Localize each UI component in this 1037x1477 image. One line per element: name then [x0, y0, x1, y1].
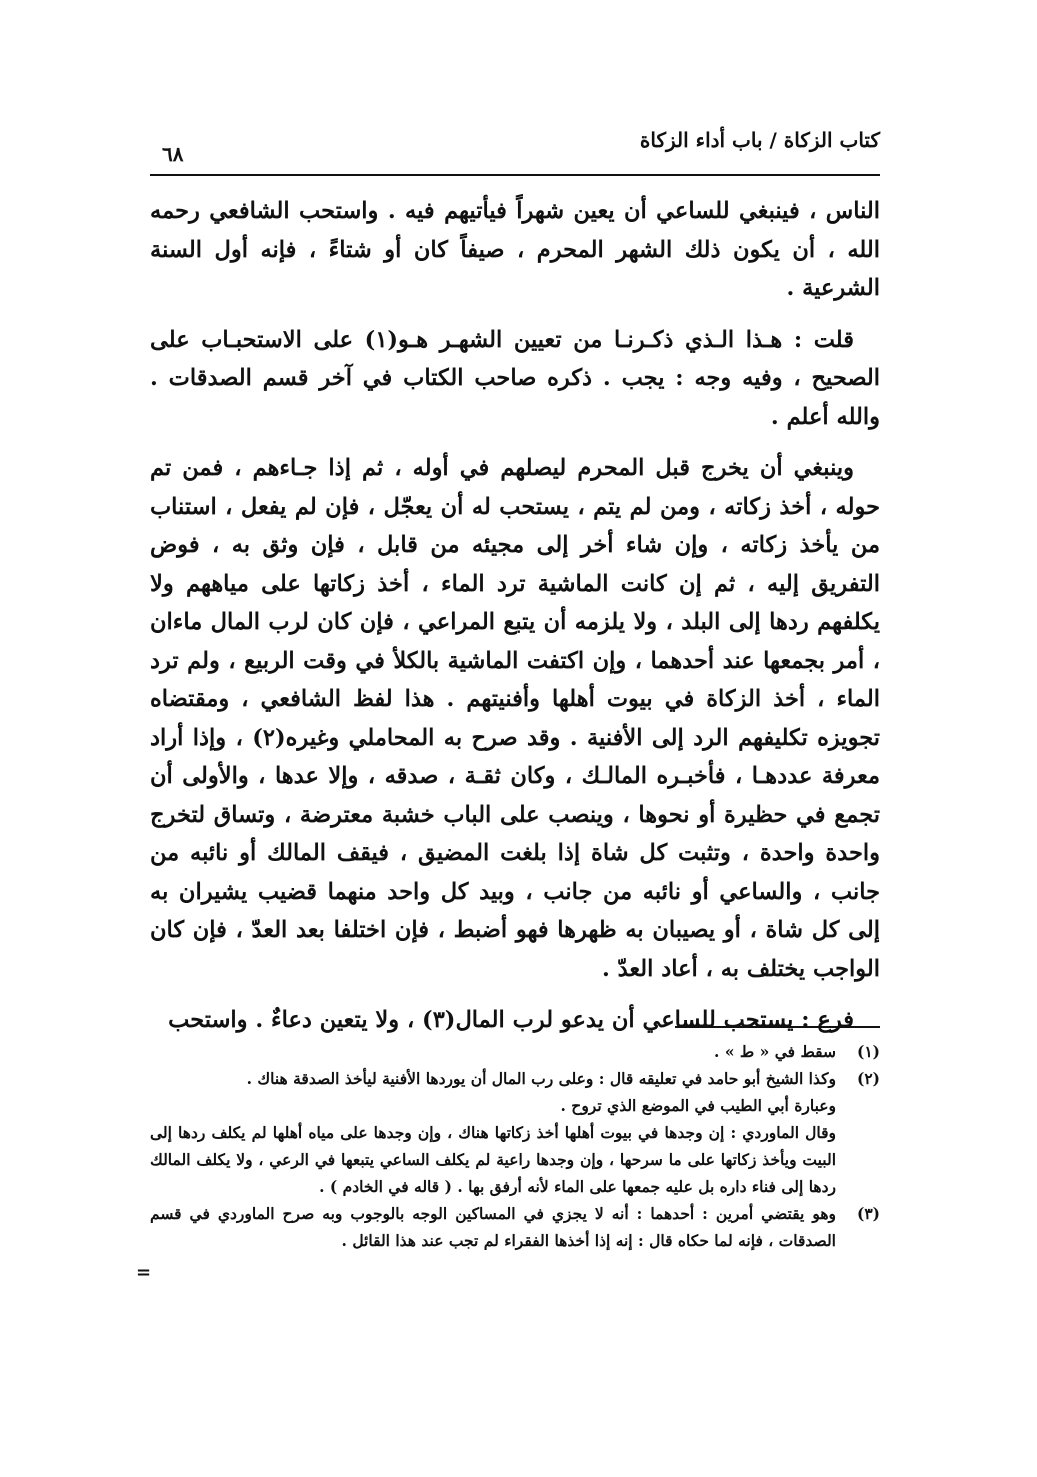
paragraph: وينبغي أن يخرج قبل المحرم ليصلهم في أوله ، ثم إذا جـاءهم ، فمن تم حوله ، أخذ زكاته ، ومن لم يتم ، يستحب له أن يعجّل ، فإن لم يفعل ، استناب من يأخذ زكاته ، وإن شاء أخر إلى مجيئه من قابل ، فإن وثق به ، فوض التفريق إليه ، ثم إن كانت الماشية ترد الماء ، أخذ زكاتها على مياههم ولا يكلفهم ردها إلى البلد ، ولا يلزمه أن يتبع المراعي ، فإن كان لرب المال ماءان ، أمر بجمعها عند أحدهما ، وإن اكتفت الماشية بالكلأ في وقت الربيع ، ولم ترد الماء ، أخذ الزكاة في بيوت أهلها وأفنيتهم . هذا لفظ الشافعي ، ومقتضاه تجويزه تكليفهم الرد إلى الأفنية . وقد صرح به المحاملي وغيره(٢) ، وإذا أراد معرفة عددهـا ، فأخبـره المالـك ، وكان ثقـة ، صدقه ، وإلا عدها ، والأولى أن تجمع في حظيرة أو نحوها ، وينصب على الباب خشبة معترضة ، وتساق لتخرج واحدة واحدة ، وتثبت كل شاة إذا بلغت المضيق ، فيقف المالك أو نائبه من جانب ، والساعي أو نائبه من جانب ، وبيد كل واحد منهما قضيب يشيران به إلى كل شاة ، أو يصيبان به ظهرها فهو أضبط ، فإن اختلفا بعد العدّ ، فإن كان الواجب يختلف به ، أعاد العدّ .	[150, 455, 880, 982]
footnote-number: (١)	[856, 1042, 880, 1061]
footnote-number: (٣)	[856, 1204, 880, 1223]
footnotes	[150, 1038, 880, 1254]
footnote-text: وعبارة أبي الطيب في الموضع الذي تروح .	[560, 1096, 836, 1115]
footnote-rule	[675, 1026, 880, 1028]
footnote-text: وقال الماوردي : إن وجدها في بيوت أهلها أخذ زكاتها هناك ، وإن وجدها على مياه أهلها لم يكلف ردها إلى البيت ويأخذ زكاتها على ما سرحها ، وإن وجدها راعية لم يكلف الساعي يتبعها في الرعي ، ولا يكلف المالك ردها إلى فناء داره بل عليه جمعها على الماء لأنه أرفق بها . ( قاله في الخادم ) .	[150, 1123, 836, 1196]
footnote-text: وهو يقتضي أمرين : أحدهما : أنه لا يجزي في المساكين الوجه بالوجوب وبه صرح الماوردي في قسم الصدقات ، فإنه لما حكاه قال : إنه إذا أخذها الفقراء لم تجب عند هذا القائل .	[150, 1204, 836, 1250]
footnote-number: (٢)	[856, 1069, 880, 1088]
footnote-text: وكذا الشيخ أبو حامد في تعليقه قال : وعلى رب المال أن يوردها الأفنية ليأخذ الصدقة هناك .	[246, 1069, 836, 1088]
paragraph: فرع : يستحب للساعي أن يدعو لرب المال(٣) ، ولا يتعين دعاءٌ . واستحب	[168, 1007, 854, 1033]
main-text	[150, 192, 880, 1053]
header-rule	[150, 174, 880, 176]
continuation-mark: =	[136, 1262, 152, 1283]
page-number: ٦٨	[162, 142, 184, 166]
running-header	[150, 128, 880, 166]
paragraph: الناس ، فينبغي للساعي أن يعين شهراً فيأتيهم فيه . واستحب الشافعي رحمه الله ، أن يكون ذلك الشهر المحرم ، صيفاً كان أو شتاءً ، فإنه أول السنة الشرعية .	[150, 198, 880, 301]
paragraph: قلت : هـذا الـذي ذكـرنـا من تعيين الشهـر هـو(١) على الاستحبـاب على الصحيح ، وفيه وجه : يجب . ذكره صاحب الكتاب في آخر قسم الصدقات . والله أعلم .	[150, 326, 880, 430]
footnote-text: سقط في « ط » .	[714, 1042, 836, 1061]
running-title: كتاب الزكاة / باب أداء الزكاة	[639, 128, 880, 152]
footnote	[150, 1200, 880, 1254]
footnote	[150, 1038, 880, 1065]
footnote	[150, 1065, 880, 1200]
